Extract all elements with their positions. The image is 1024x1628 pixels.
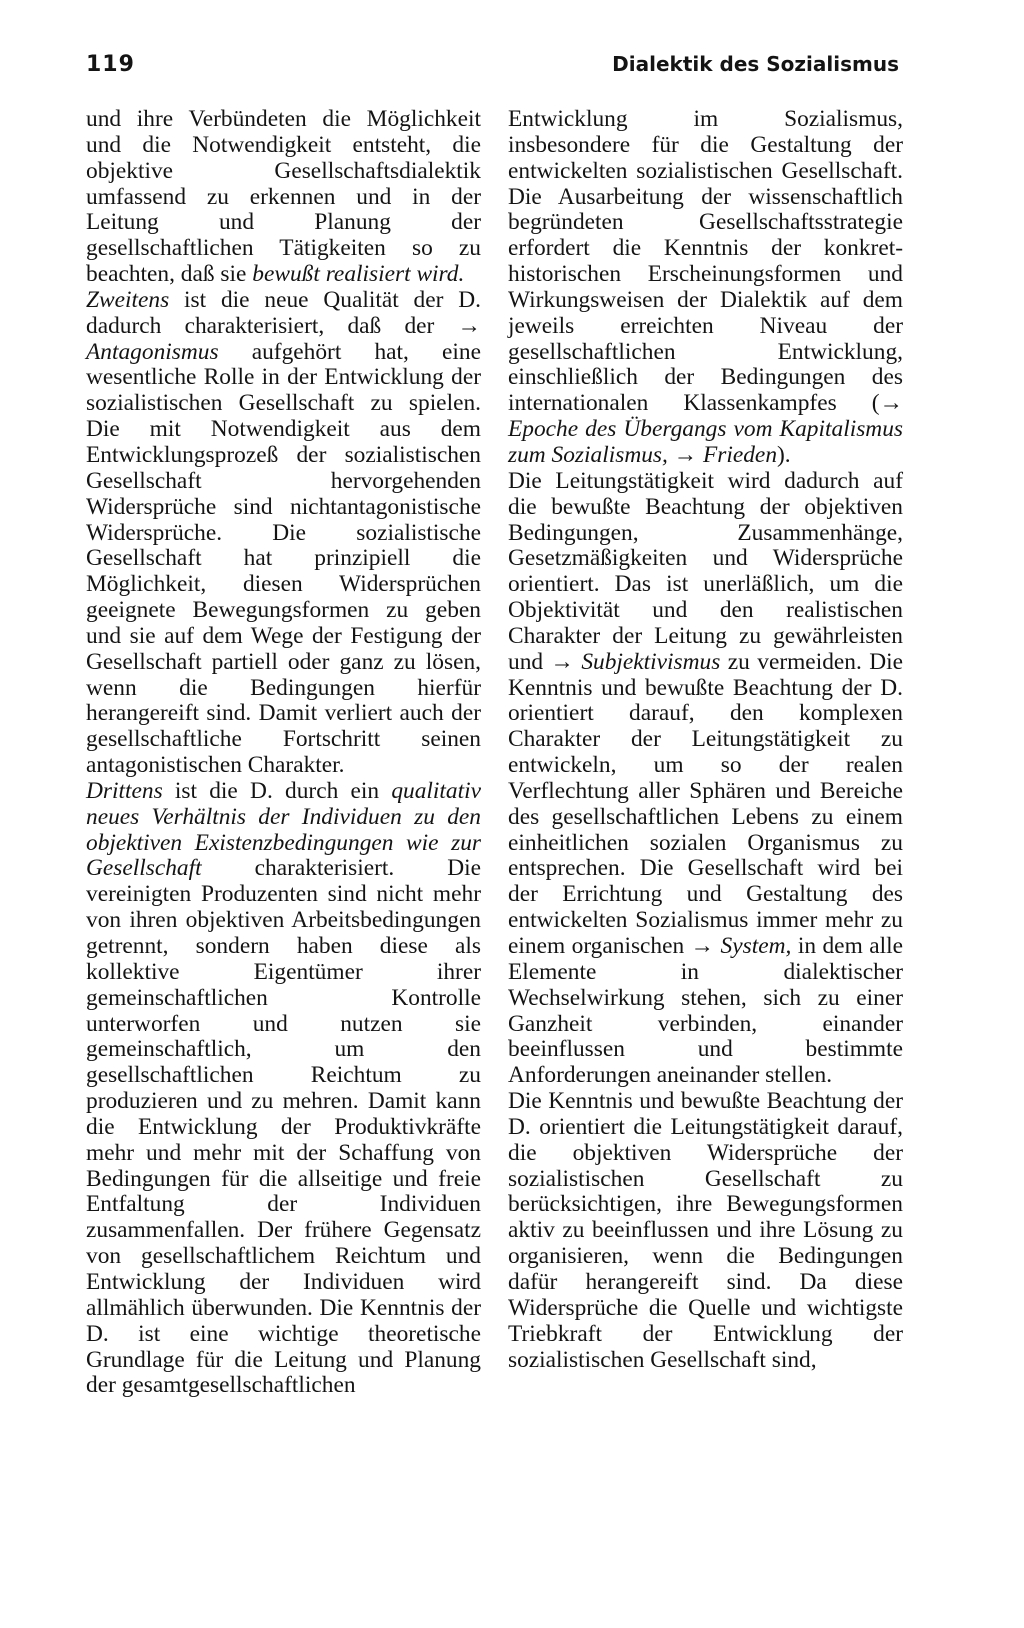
italic-text: bewußt realisiert wird. (252, 261, 465, 288)
text-run: aufgehört hat, eine wesentliche Rolle in der Entwicklung der sozialistischen Gesellschaft zu spielen. Die mit Notwendigkeit aus dem Entwicklungsprozeß der sozialistischen Gesellschaft hervorgehenden Widersprüche sind nichtantagonistische Widersprüche. Die sozialistische Gesellschaft hat prinzipiell die Möglichkeit, diesen Widersprüchen geeignete Bewegungsformen zu geben und sie auf dem Wege der Festigung der Gesellschaft partiell oder ganz zu lösen, wenn die Bedingungen hierfür herangereift sind. Damit verliert auch der gesellschaftliche Fortschritt seinen antagonistischen Charakter. (86, 338, 481, 779)
paragraph (508, 469, 903, 1089)
right-column (508, 107, 903, 1373)
running-head: Dialektik des Sozialismus (612, 52, 899, 76)
text-run: zu vermeiden. Die Kenntnis und bewußte Beachtung der D. orientiert darauf, den komplexen Charakter der Leitungstätigkeit zu entwickeln, um so der realen Verflechtung aller Sphären und Bereiche des gesellschaftlichen Lebens zu einem einheitlichen sozialen Organismus zu entsprechen. Die Gesellschaft wird bei der Errichtung und Gestaltung des entwickelten Sozialismus immer mehr zu einem organischen → (508, 648, 903, 959)
cross-reference: Frieden (702, 441, 778, 468)
text-run: charakterisiert. Die vereinigten Produzenten sind nicht mehr von ihren objektiven Arbeitsbedingungen getrennt, sondern haben diese als kollektive Eigentümer ihrer gemeinschaftlichen Kontrolle unterworfen und nutzen sie gemeinschaftlich, um den gesellschaftlichen Reichtum zu produzieren und zu mehren. Damit kann die Entwicklung der Produktivkräfte mehr und mehr mit der Schaffung von Bedingungen für die allseitige und freie Entfaltung der Individuen zusammenfallen. Der frühere Gegensatz von gesellschaftlichem Reichtum und Entwicklung der Individuen wird allmählich überwunden. Die Kenntnis der D. ist eine wichtige theoretische Grundlage für die Leitung und Planung der gesamtgesellschaftlichen (86, 855, 481, 1399)
cross-reference: System, (720, 933, 792, 959)
italic-text: Zweitens (86, 286, 170, 313)
paragraph (508, 1089, 903, 1373)
paragraph (86, 107, 481, 288)
italic-text: Drittens (86, 777, 163, 804)
text-run: → (667, 441, 703, 468)
paragraph (86, 779, 481, 1399)
text-run: und ihre Verbündeten die Möglichkeit und die Notwendigkeit entsteht, die objektive Gesellschaftsdialektik umfassend zu erkennen und in der Leitung und Planung der gesellschaftlichen Tätigkeiten so zu beachten, daß sie (86, 106, 481, 288)
italic-text: qualitativ neues Verhältnis der Individuen zu den objektiven Existenzbedingungen wie zur Gesellschaft (86, 777, 481, 882)
paragraph (86, 288, 481, 779)
left-column (86, 107, 481, 1399)
paragraph (508, 107, 903, 469)
text-run: ist die neue Qualität der D. dadurch charakterisiert, daß der → (86, 286, 481, 339)
text-run: Die Kenntnis und bewußte Beachtung der D. orientiert die Leitungstätigkeit darauf, die objektiven Widersprüche der sozialistischen Gesellschaft zu berücksichtigen, ihre Bewegungsformen aktiv zu beeinflussen und ihre Lösung zu organisieren, wenn die Bedingungen dafür herangereift sind. Da diese Widersprüche die Quelle und wichtigste Triebkraft der Entwicklung der sozialistischen Gesellschaft sind, (508, 1088, 903, 1373)
cross-reference: Epoche des Übergangs vom Kapitalismus zum Sozialismus, (508, 416, 903, 468)
page-header (86, 52, 899, 86)
page-number: 119 (86, 52, 135, 77)
text-run: ist die D. durch ein (162, 777, 392, 804)
cross-reference: Antagonismus (86, 338, 219, 365)
text-run: in dem alle Elemente in dialektischer Wechselwirkung stehen, sich zu einer Ganzheit verbinden, einander beeinflussen und bestimmte Anforderungen aneinander stellen. (508, 933, 903, 1089)
text-run: Entwicklung im Sozialismus, insbesondere für die Gestaltung der entwickelten sozialistischen Gesellschaft. Die Ausarbeitung der wissenschaftlich begründeten Gesellschaftsstrategie erfordert die Kenntnis der konkret-historischen Erscheinungsformen und Wirkungsweisen der Dialektik auf dem jeweils erreichten Niveau der gesellschaftlichen Entwicklung, einschließlich der Bedingungen des internationalen Klassenkampfes (→ (508, 106, 903, 417)
text-run: Die Leitungstätigkeit wird dadurch auf die bewußte Beachtung der objektiven Bedingungen, Zusammenhänge, Gesetzmäßigkeiten und Widersprüche orientiert. Das ist unerläßlich, um die Objektivität und den realistischen Charakter der Leitung zu gewährleisten und → (508, 467, 903, 675)
cross-reference: Subjektivismus (581, 648, 721, 675)
text-run: ). (777, 441, 791, 468)
